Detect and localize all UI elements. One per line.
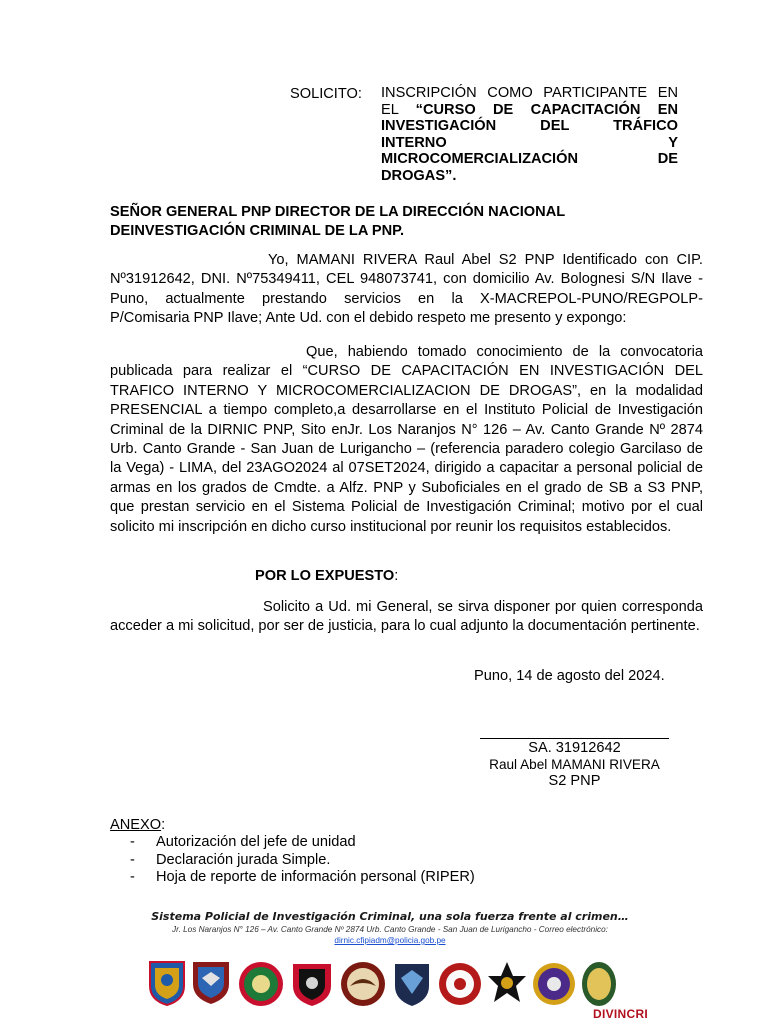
solicito-line-bold: “CURSO DE CAPACITACIÓN EN bbox=[415, 101, 678, 118]
emblem-eagle-round-icon bbox=[340, 958, 386, 1008]
divincri-logo-text: DIVINCRI bbox=[593, 1007, 649, 1021]
request-paragraph: Solicito a Ud. mi General, se sirva disponer por quien corresponda acceder a mi solicitud, por ser de justicia, para lo cual adjunto la documentación pertinente. bbox=[110, 599, 703, 635]
anexo-item-text: Hoja de reporte de información personal (RIPER) bbox=[156, 869, 475, 885]
emblem-black-star-icon bbox=[486, 958, 528, 1008]
anexo-colon: : bbox=[161, 817, 166, 833]
list-bullet: - bbox=[130, 869, 135, 885]
emblem-dark-shield-icon bbox=[190, 958, 232, 1006]
por-lo-expuesto-bold: POR LO EXPUESTO bbox=[255, 568, 395, 584]
footer-address: Jr. Los Naranjos N° 126 – Av. Canto Grande Nº 2874 Urb. Canto Grande - San Juan de Lurigancho - Correo electrónico: bbox=[172, 925, 608, 934]
solicito-line-prefix: EL bbox=[381, 101, 416, 118]
solicito-line: MICROCOMERCIALIZACIÓN DE bbox=[381, 151, 678, 167]
footer-motto: Sistema Policial de Investigación Criminal, una sola fuerza frente al crimen… bbox=[151, 910, 629, 923]
footer-emblems bbox=[140, 958, 649, 1021]
emblem-green-round-icon bbox=[238, 958, 284, 1008]
anexo-item bbox=[130, 834, 475, 852]
anexo-item bbox=[130, 869, 475, 887]
body-paragraph: Que, habiendo tomado conocimiento de la convocatoria publicada para realizar el “CURSO DE CAPACITACIÓN EN INVESTIGACIÓN DEL TRAFICO INTERNO Y MICROCOMERCIALIZACION DE DROGAS”, en la modalidad PRESENCIAL a tiempo completo,a desarrollarse en el Instituto Policial de Investigación Criminal de la DIRNIC PNP, Sito enJr. Los Naranjos N° 126 – Av. Canto Grande Nº 2874 Urb. Canto Grande - San Juan de Lurigancho – (referencia paradero colegio Garcilaso de la Vega) - LIMA, del 23AGO2024 al 07SET2024, dirigido a capacitar a personal policial de armas en los grados de Cmdte. a Alfz. PNP y Suboficiales en el grado de SB a S3 PNP, que prestan servicio en el Sistema Policial de Investigación Criminal; motivo por el cual solicito mi inscripción en dicho curso institucional por reunir los requisitos establecidos. bbox=[110, 344, 703, 535]
list-bullet: - bbox=[130, 851, 135, 868]
list-bullet: - bbox=[130, 834, 135, 850]
solicito-label: SOLICITO: bbox=[290, 86, 362, 102]
emblem-red-round-icon bbox=[438, 958, 482, 1008]
emblem-shield-blue-icon bbox=[148, 958, 186, 1006]
solicito-line: INTERNO Y bbox=[381, 134, 678, 151]
addressee bbox=[110, 203, 630, 241]
emblem-red-shield-icon bbox=[290, 958, 334, 1008]
emblem-gold-oval-icon bbox=[580, 958, 618, 1008]
signature-cip: SA. 31912642 bbox=[528, 740, 621, 756]
solicito-line bbox=[381, 102, 678, 119]
solicito-subject bbox=[381, 85, 678, 184]
signature-block bbox=[480, 740, 669, 790]
addressee-line: DEINVESTIGACIÓN CRIMINAL DE LA PNP. bbox=[110, 223, 405, 239]
emblem-navy-shield-icon bbox=[392, 958, 432, 1008]
anexo-item bbox=[130, 852, 475, 870]
addressee-line: SEÑOR GENERAL PNP DIRECTOR DE LA DIRECCIÓN NACIONAL bbox=[110, 204, 566, 220]
anexo-title bbox=[110, 816, 165, 835]
por-lo-expuesto-colon: : bbox=[394, 568, 399, 584]
signature-rank: S2 PNP bbox=[548, 773, 601, 789]
signature-name: Raul Abel MAMANI RIVERA bbox=[489, 756, 660, 772]
intro-paragraph: Yo, MAMANI RIVERA Raul Abel S2 PNP Identificado con CIP. Nº31912642, DNI. Nº75349411, CEL 948073741, con domicilio Av. Bolognesi S/N Ilave - Puno, actualmente prestando servicios en la X-MACREPOL-PUNO/REGPOLP-P/Comisaria PNP Ilave; Ante Ud. con el debido respeto me presento y expongo: bbox=[110, 252, 703, 327]
signature-line bbox=[480, 738, 669, 739]
anexo-item-text: Declaración jurada Simple. bbox=[156, 851, 331, 868]
solicito-line: INSCRIPCIÓN COMO PARTICIPANTE EN bbox=[381, 85, 678, 101]
footer-email-link[interactable]: dirnic.cfipiadm@policia.gob.pe bbox=[334, 936, 446, 945]
anexo-list bbox=[130, 834, 475, 887]
anexo-title-text: ANEXO bbox=[110, 817, 162, 833]
solicito-line: DROGAS”. bbox=[381, 167, 457, 184]
anexo-item-text: Autorización del jefe de unidad bbox=[156, 834, 356, 850]
solicito-line: INVESTIGACIÓN DEL TRÁFICO bbox=[381, 118, 678, 134]
footer bbox=[140, 910, 640, 947]
por-lo-expuesto-heading bbox=[255, 567, 398, 586]
emblem-purple-round-icon bbox=[532, 958, 576, 1008]
place-date: Puno, 14 de agosto del 2024. bbox=[474, 668, 665, 684]
